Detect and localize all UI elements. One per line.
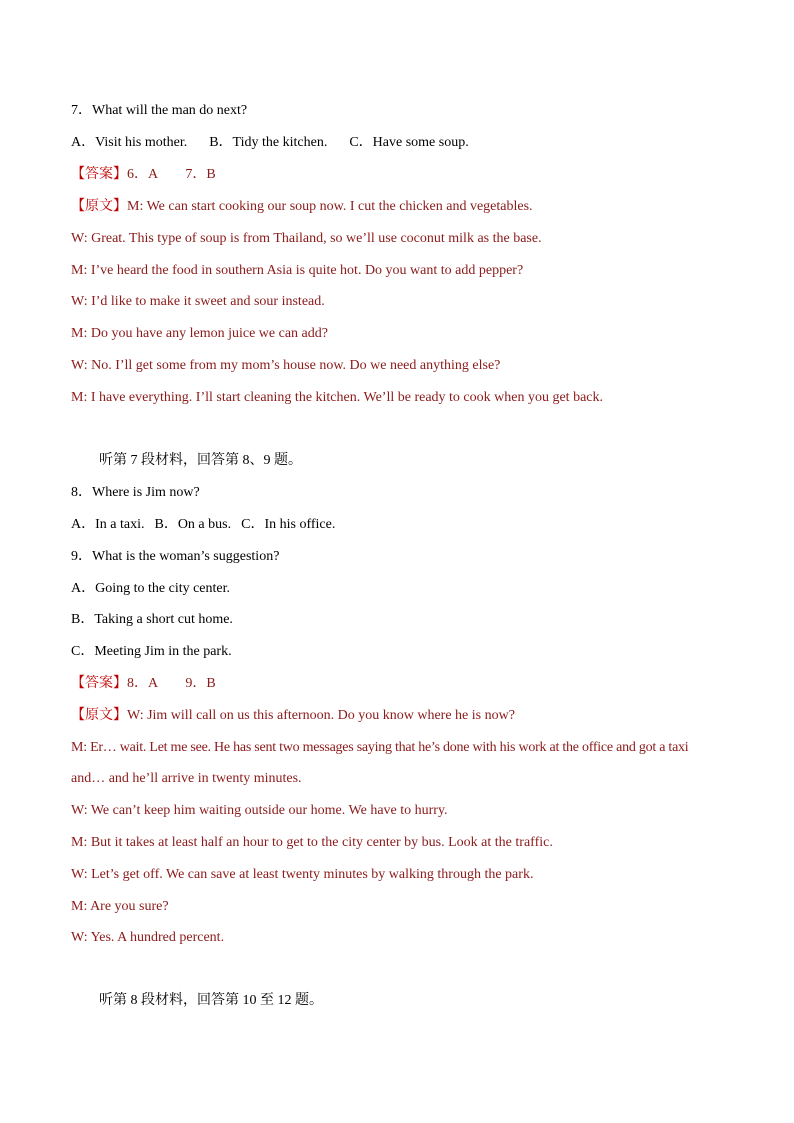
transcript-line: M: I have everything. I’ll start cleaning the kitchen. We’ll be ready to cook when you get back. bbox=[71, 390, 603, 405]
transcript-line: W: Yes. A hundred percent. bbox=[71, 930, 225, 945]
transcript-text: W: Jim will call on us this afternoon. Do you know where he is now? bbox=[127, 708, 515, 723]
section-heading-7: 听第 7 段材料，回答第 8、9 题。 bbox=[99, 453, 302, 468]
option-a: A．Visit his mother. bbox=[71, 135, 188, 150]
transcript-line bbox=[71, 707, 515, 725]
transcript-line: W: Let’s get off. We can save at least twenty minutes by walking through the park. bbox=[71, 867, 534, 882]
transcript-line: M: But it takes at least half an hour to get to the city center by bus. Look at the traffic. bbox=[71, 835, 553, 850]
answer-text: 6．A 7．B bbox=[127, 167, 216, 182]
option-c: C．Meeting Jim in the park. bbox=[71, 644, 232, 659]
question-8: 8．Where is Jim now? bbox=[71, 485, 200, 500]
option-c: C．In his office. bbox=[241, 517, 336, 532]
option-a: A．Going to the city center. bbox=[71, 581, 231, 596]
section-heading-8: 听第 8 段材料，回答第 10 至 12 题。 bbox=[99, 993, 323, 1008]
transcript-line: M: Er… wait. Let me see. He has sent two messages saying that he’s done with his work at the office and got a taxi bbox=[71, 740, 689, 755]
transcript-tag: 【原文】 bbox=[71, 708, 127, 723]
option-a: A．In a taxi. bbox=[71, 517, 145, 532]
transcript-line: and… and he’ll arrive in twenty minutes. bbox=[71, 771, 302, 786]
answer-text: 8．A 9．B bbox=[127, 676, 216, 691]
option-c: C．Have some soup. bbox=[349, 135, 469, 150]
transcript-line: W: I’d like to make it sweet and sour instead. bbox=[71, 294, 325, 309]
transcript-line bbox=[71, 198, 533, 216]
transcript-line: M: Are you sure? bbox=[71, 899, 169, 914]
question-7-options bbox=[71, 134, 469, 152]
transcript-line: W: Great. This type of soup is from Thailand, so we’ll use coconut milk as the base. bbox=[71, 231, 542, 246]
answer-tag: 【答案】 bbox=[71, 676, 127, 691]
answer-tag: 【答案】 bbox=[71, 167, 127, 182]
option-b: B．On a bus. bbox=[154, 517, 232, 532]
question-9: 9．What is the woman’s suggestion? bbox=[71, 549, 280, 564]
transcript-line: W: We can’t keep him waiting outside our home. We have to hurry. bbox=[71, 803, 448, 818]
transcript-line: W: No. I’ll get some from my mom’s house now. Do we need anything else? bbox=[71, 358, 501, 373]
answer-6-7 bbox=[71, 166, 216, 184]
option-b: B．Tidy the kitchen. bbox=[209, 135, 328, 150]
transcript-line: M: I’ve heard the food in southern Asia is quite hot. Do you want to add pepper? bbox=[71, 263, 524, 278]
question-8-options bbox=[71, 516, 335, 534]
transcript-line: M: Do you have any lemon juice we can add? bbox=[71, 326, 328, 341]
option-b: B．Taking a short cut home. bbox=[71, 612, 233, 627]
transcript-text: M: We can start cooking our soup now. I cut the chicken and vegetables. bbox=[127, 199, 533, 214]
question-7: 7．What will the man do next? bbox=[71, 103, 248, 118]
answer-8-9 bbox=[71, 675, 216, 693]
transcript-tag: 【原文】 bbox=[71, 199, 127, 214]
